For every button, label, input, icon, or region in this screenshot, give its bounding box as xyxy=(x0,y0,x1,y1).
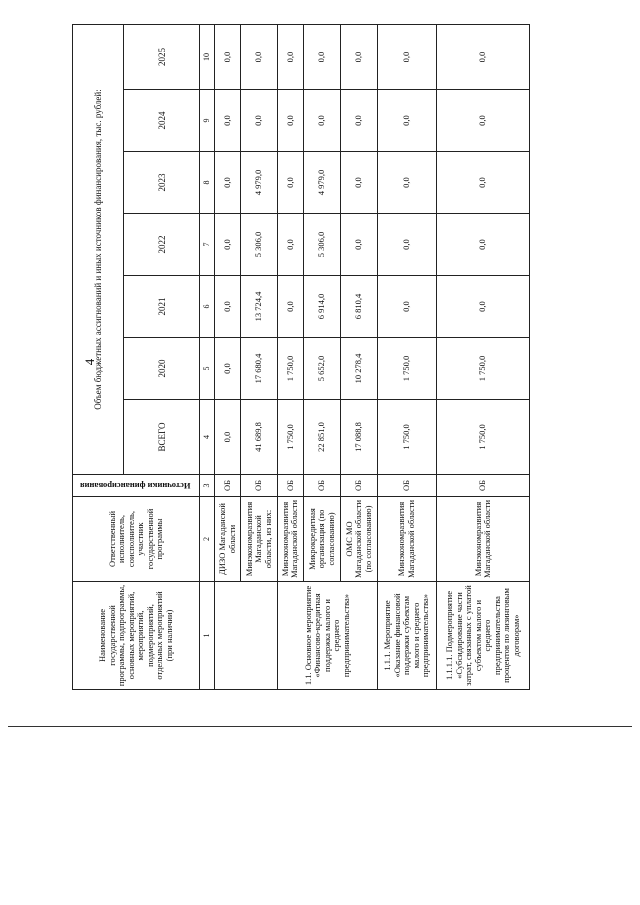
row-value-2022: 0,0 xyxy=(437,214,530,276)
column-number: 7 xyxy=(200,214,215,276)
row-source: ОБ xyxy=(437,475,530,497)
row-executor: Микрокредитная организация (по согласованию) xyxy=(303,497,340,582)
row-value-2025: 0,0 xyxy=(437,25,530,90)
row-value-2020: 17 680,4 xyxy=(241,338,278,400)
row-value-2024: 0,0 xyxy=(241,90,278,152)
row-value-2025: 0,0 xyxy=(303,25,340,90)
row-source: ОБ xyxy=(377,475,436,497)
header-year-2025: 2025 xyxy=(124,25,200,90)
header-year-2023: 2023 xyxy=(124,152,200,214)
column-number: 10 xyxy=(200,25,215,90)
table-row xyxy=(437,25,530,690)
header-name: Наименование государственной программы, подпрограммы, основных мероприятий, мероприятий, подмероприятий, отдельных мероприятий (при наличии) xyxy=(73,582,200,690)
row-executor: Минэкономразвития Магаданской области xyxy=(377,497,436,582)
header-year-2020: 2020 xyxy=(124,338,200,400)
row-executor: Минэкономразвития Магаданской области xyxy=(278,497,304,582)
row-value-2020: 1 750,0 xyxy=(377,338,436,400)
row-value-2022: 0,0 xyxy=(340,214,377,276)
row-value-2021: 0,0 xyxy=(215,276,241,338)
row-value-total: 0,0 xyxy=(215,400,241,475)
header-year-2024: 2024 xyxy=(124,90,200,152)
column-number: 9 xyxy=(200,90,215,152)
column-number: 2 xyxy=(200,497,215,582)
column-number: 3 xyxy=(200,475,215,497)
row-name-empty xyxy=(215,582,278,690)
header-year-2021: 2021 xyxy=(124,276,200,338)
row-source: ОБ xyxy=(303,475,340,497)
row-value-2023: 4 979,0 xyxy=(241,152,278,214)
row-value-2022: 0,0 xyxy=(377,214,436,276)
column-number: 6 xyxy=(200,276,215,338)
table-row xyxy=(278,25,304,690)
row-value-total: 41 689,8 xyxy=(241,400,278,475)
column-number: 5 xyxy=(200,338,215,400)
row-name: 1.1.1. Мероприятие «Оказание финансовой поддержки субъектам малого и среднего предпринимательства» xyxy=(377,582,436,690)
row-value-total: 1 750,0 xyxy=(377,400,436,475)
row-executor: ДИЗО Магаданской области xyxy=(215,497,241,582)
row-value-2023: 0,0 xyxy=(215,152,241,214)
row-value-2021: 6 810,4 xyxy=(340,276,377,338)
header-executor: Ответственный исполнитель, соисполнитель, участник государственной программы xyxy=(73,497,200,582)
row-value-2025: 0,0 xyxy=(377,25,436,90)
row-value-2020: 1 750,0 xyxy=(278,338,304,400)
row-value-2021: 6 914,0 xyxy=(303,276,340,338)
row-value-2025: 0,0 xyxy=(340,25,377,90)
row-value-total: 22 851,0 xyxy=(303,400,340,475)
row-source: ОБ xyxy=(241,475,278,497)
row-executor: Минэкономразвития Магаданской области, из них: xyxy=(241,497,278,582)
column-number: 8 xyxy=(200,152,215,214)
row-value-2021: 0,0 xyxy=(377,276,436,338)
column-number: 1 xyxy=(200,582,215,690)
rotated-table-wrapper xyxy=(72,25,530,690)
header-source-label: Источники финансирования xyxy=(79,481,191,492)
row-value-2025: 0,0 xyxy=(241,25,278,90)
row-value-2024: 0,0 xyxy=(377,90,436,152)
row-value-2020: 0,0 xyxy=(215,338,241,400)
financing-table xyxy=(72,24,530,690)
row-executor: ОМС МО Магаданской области (по согласованию) xyxy=(340,497,377,582)
row-value-2024: 0,0 xyxy=(215,90,241,152)
row-value-2023: 0,0 xyxy=(377,152,436,214)
header-volume: Объем бюджетных ассигнований и иных источников финансирования, тыс. рублей: xyxy=(73,25,124,475)
row-value-2022: 0,0 xyxy=(215,214,241,276)
row-value-2022: 5 306,0 xyxy=(303,214,340,276)
row-value-2022: 5 306,0 xyxy=(241,214,278,276)
row-value-2024: 0,0 xyxy=(340,90,377,152)
row-value-2025: 0,0 xyxy=(215,25,241,90)
row-value-2021: 0,0 xyxy=(278,276,304,338)
row-executor: Минэкономразвития Магаданской области xyxy=(437,497,530,582)
row-value-2021: 0,0 xyxy=(437,276,530,338)
row-source: ОБ xyxy=(340,475,377,497)
row-name: 1.1. Основное мероприятие «Финансово-кредитная поддержка малого и среднего предпринимательства» xyxy=(278,582,378,690)
row-source: ОБ xyxy=(215,475,241,497)
table-row xyxy=(377,25,436,690)
column-number: 4 xyxy=(200,400,215,475)
row-value-2020: 1 750,0 xyxy=(437,338,530,400)
row-name: 1.1.1.1. Подмероприятие «Субсидирование части затрат, связанных с уплатой субъектом малого и среднего предпринимательства процентов по лизинговым договорам» xyxy=(437,582,530,690)
row-value-2021: 13 724,4 xyxy=(241,276,278,338)
row-value-2024: 0,0 xyxy=(278,90,304,152)
page-number: 4 xyxy=(82,358,97,366)
table-row xyxy=(215,25,241,690)
header-source xyxy=(73,475,200,497)
page-divider-line xyxy=(8,726,632,727)
row-value-total: 1 750,0 xyxy=(278,400,304,475)
row-value-2025: 0,0 xyxy=(278,25,304,90)
column-number-row xyxy=(200,25,215,690)
row-value-2023: 0,0 xyxy=(340,152,377,214)
header-year-2022: 2022 xyxy=(124,214,200,276)
row-value-total: 17 088,8 xyxy=(340,400,377,475)
row-value-2024: 0,0 xyxy=(437,90,530,152)
header-total: ВСЕГО xyxy=(124,400,200,475)
row-value-2023: 4 979,0 xyxy=(303,152,340,214)
row-value-2023: 0,0 xyxy=(437,152,530,214)
row-value-2024: 0,0 xyxy=(303,90,340,152)
row-value-2022: 0,0 xyxy=(278,214,304,276)
row-value-2020: 5 652,0 xyxy=(303,338,340,400)
row-value-2020: 10 278,4 xyxy=(340,338,377,400)
header-row-1 xyxy=(73,25,124,690)
row-source: ОБ xyxy=(278,475,304,497)
row-value-2023: 0,0 xyxy=(278,152,304,214)
row-value-total: 1 750,0 xyxy=(437,400,530,475)
